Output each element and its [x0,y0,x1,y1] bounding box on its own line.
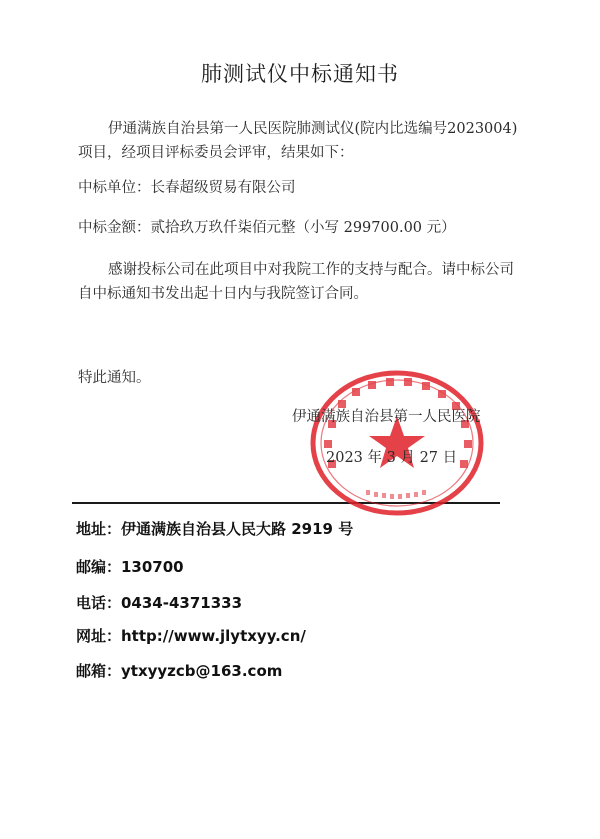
winner-line [78,176,296,197]
footer-address: 地址：伊通满族自治县人民大路 2919 号 [76,520,354,538]
winner-value: 长春超级贸易有限公司 [150,180,296,196]
amount-value: 贰拾玖万玖仟柒佰元整（小写 299700.00 元） [150,220,456,236]
notice-line: 特此通知。 [78,370,151,386]
winner-label: 中标单位： [78,180,151,196]
document-title: 肺测试仪中标通知书 [201,62,399,86]
official-seal [308,368,486,518]
footer-phone: 电话：0434-4371333 [76,594,243,612]
issue-date: 2023 年 3 月 27 日 [326,450,458,466]
amount-label: 中标金额： [78,220,151,236]
amount-line [78,216,456,237]
thanks-paragraph: 感谢投标公司在此项目中对我院工作的支持与配合。请中标公司自中标通知书发出起十日内与我院签订合同。 [78,262,514,302]
footer-website[interactable]: 网址：http://www.jlytxyy.cn/ [76,627,306,645]
footer-email[interactable]: 邮箱：ytxyyzcb@163.com [76,662,283,680]
signer-name: 伊通满族自治县第一人民医院 [292,409,481,425]
footer-postcode: 邮编：130700 [76,558,184,576]
intro-paragraph: 伊通满族自治县第一人民医院肺测试仪(院内比选编号2023004)项目，经项目评标委员会评审，结果如下： [78,121,518,161]
